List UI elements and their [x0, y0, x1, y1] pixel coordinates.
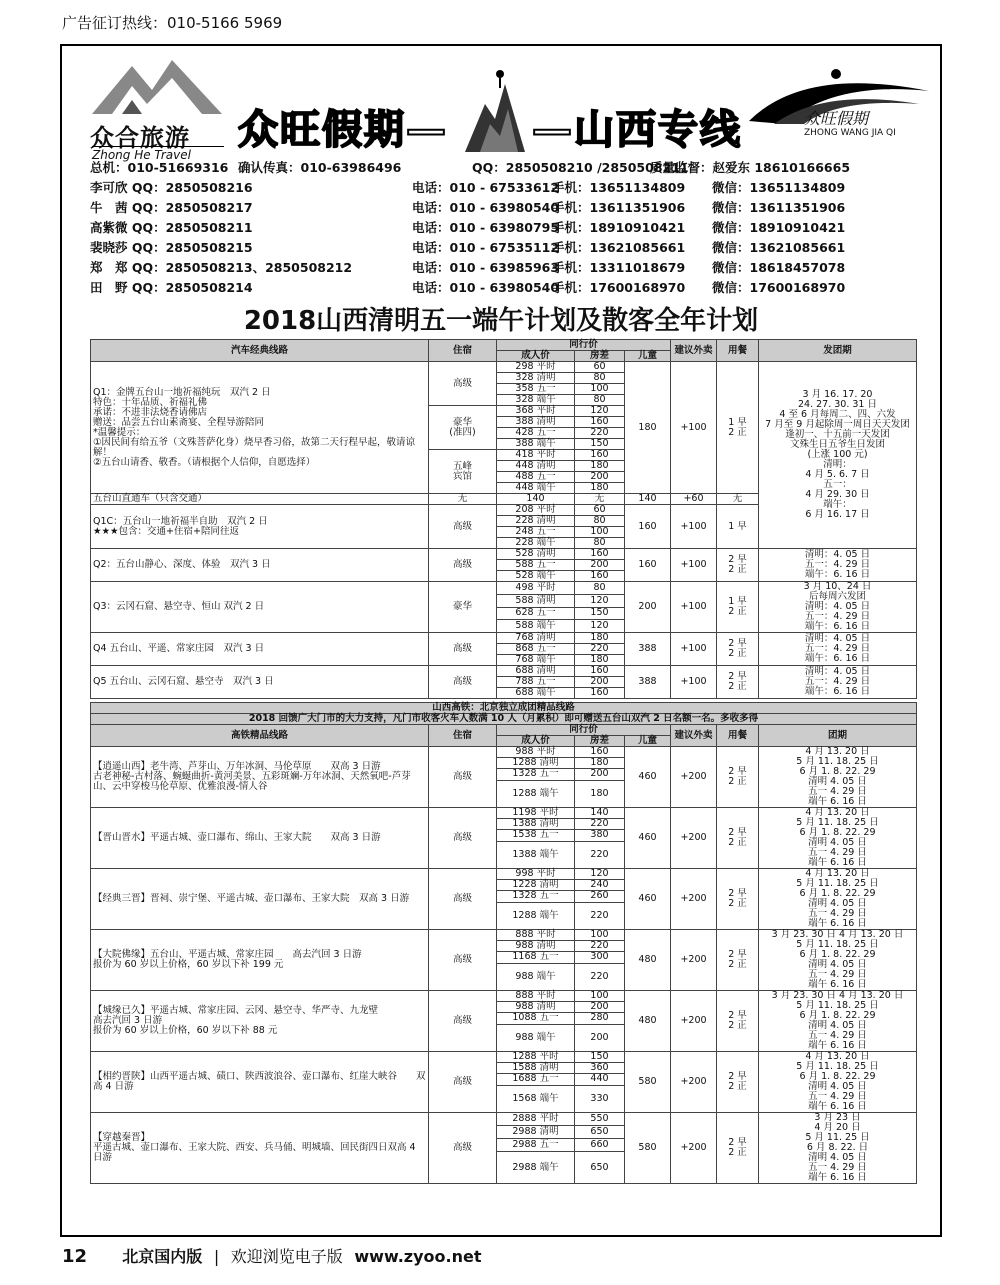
meal-cell: 1 早 2 正 [717, 362, 759, 494]
meal-cell: 2 早 2 正 [717, 991, 759, 1052]
rail-routes-table [90, 702, 917, 1184]
room-diff: 160 [575, 666, 625, 677]
room-diff: 220 [575, 428, 625, 439]
adult-price: 988 平时 [497, 747, 575, 758]
room-diff: 150 [575, 607, 625, 620]
zhongwang-cn: 众旺假期 [804, 109, 869, 128]
contact-row [90, 258, 930, 278]
hotel-cell: 高级 [429, 1052, 497, 1113]
contact-field: 手机：13311018679 [552, 260, 686, 275]
suggest-price: +100 [671, 666, 717, 699]
room-diff: 180 [575, 655, 625, 666]
room-diff: 120 [575, 620, 625, 633]
room-diff: 650 [575, 1152, 625, 1184]
meal-cell: 2 早 2 正 [717, 549, 759, 582]
room-diff: 200 [575, 472, 625, 483]
departure-cell: 3 月 23. 30 日 4 月 13. 20 日 5 月 11. 18. 25 日 6 月 1. 8. 22. 29 清明 4. 05 日 五一 4. 29 日 端午 6. 16 日 [759, 991, 917, 1052]
mountain-peak-icon [460, 64, 530, 154]
child-price: 460 [625, 808, 671, 869]
hotel-cell: 高级 [429, 633, 497, 666]
adult-price: 768 清明 [497, 633, 575, 644]
contact-field: 电话：010 - 67533612 [412, 180, 560, 195]
table-row [91, 633, 917, 644]
adult-price: 1328 五一 [497, 769, 575, 780]
adult-price: 1288 端午 [497, 780, 575, 807]
suggest-price: +100 [671, 362, 717, 494]
room-diff: 380 [575, 830, 625, 841]
adult-price: 328 端午 [497, 395, 575, 406]
adult-price: 1198 平时 [497, 808, 575, 819]
contact-field: 电话：010 - 67535112 [412, 240, 560, 255]
room-diff: 150 [575, 439, 625, 450]
route-cell: Q3：云冈石窟、悬空寺、恒山 双汽 2 日 [91, 582, 429, 633]
hotel-cell: 豪华 [429, 582, 497, 633]
ad-hotline: 广告征订热线：010-5166 5969 [62, 14, 283, 32]
room-diff: 300 [575, 952, 625, 963]
suggest-price: +200 [671, 1113, 717, 1184]
col-group-price: 同行价 [497, 725, 671, 736]
suggest-price: +200 [671, 1052, 717, 1113]
route-cell: 【穿越秦晋】 平遥古城、壶口瀑布、王家大院、西安、兵马俑、明城墙、回民街四日双高 4 日游 [91, 1113, 429, 1184]
table-row [91, 549, 917, 560]
contact-field: 田 野 QQ：2850508214 [90, 280, 253, 295]
meal-cell: 2 早 2 正 [717, 666, 759, 699]
room-diff: 440 [575, 1074, 625, 1085]
footer-url[interactable]: www.zyoo.net [354, 1247, 482, 1266]
adult-price: 528 清明 [497, 549, 575, 560]
header-row [91, 725, 917, 736]
hotel-cell: 高级 [429, 666, 497, 699]
departure-cell: 3 月 10、24 日 后每周六发团 清明：4. 05 日 五一：4. 29 日 端午：6. 16 日 [759, 582, 917, 633]
col-route: 汽车经典线路 [91, 340, 429, 362]
adult-price: 140 [497, 494, 575, 505]
adult-price: 688 清明 [497, 666, 575, 677]
col-meal: 用餐 [717, 725, 759, 747]
adult-price: 988 清明 [497, 941, 575, 952]
room-diff: 180 [575, 758, 625, 769]
route-cell: Q5 五台山、云冈石窟、悬空寺 双汽 3 日 [91, 666, 429, 699]
route-cell: 【大院佛缘】五台山、平遥古城、常家庄园 高去汽回 3 日游 报价为 60 岁以上价格，60 岁以下补 199 元 [91, 930, 429, 991]
contact-field: 微信：13611351906 [712, 200, 846, 215]
col-meal: 用餐 [717, 340, 759, 362]
meal-cell: 无 [717, 494, 759, 505]
adult-price: 2888 平时 [497, 1113, 575, 1126]
route-cell: Q1：金牌五台山一地祈福纯玩 双汽 2 日 特色：十年品质、祈福礼佛 承诺：不进非法烧香请佛店 赠送：品尝五台山素斋宴、全程导游陪同 *温馨提示： ①因民间有给五爷（文殊菩萨化身）烧早香习俗，故第二天行程早起，敬请谅解！ ②五台山请香、敬香。（请根据个人信仰，自愿选择） [91, 362, 429, 494]
contact-field: 电话：010 - 63985963 [412, 260, 560, 275]
adult-price: 448 端午 [497, 483, 575, 494]
departure-cell: 4 月 13. 20 日 5 月 11. 18. 25 日 6 月 1. 8. 22. 29 清明 4. 05 日 五一 4. 29 日 端午 6. 16 日 [759, 747, 917, 808]
meal-cell: 2 早 2 正 [717, 633, 759, 666]
room-diff: 180 [575, 780, 625, 807]
room-diff: 220 [575, 941, 625, 952]
adult-price: 428 五一 [497, 428, 575, 439]
contact-field: 裴晓莎 QQ：2850508215 [90, 240, 253, 255]
col-adult: 成人价 [497, 351, 575, 362]
footer-text: 欢迎浏览电子版 [230, 1247, 343, 1266]
room-diff: 220 [575, 902, 625, 929]
child-price: 480 [625, 991, 671, 1052]
child-price: 388 [625, 666, 671, 699]
zhonghe-logo [84, 56, 224, 162]
adult-price: 448 清明 [497, 461, 575, 472]
adult-price: 248 五一 [497, 527, 575, 538]
adult-price: 1288 清明 [497, 758, 575, 769]
adult-price: 1688 五一 [497, 1074, 575, 1085]
contact-field: 微信：18618457078 [712, 260, 846, 275]
route-cell: 【经典三晋】晋祠、崇宁堡、平遥古城、壶口瀑布、王家大院 双高 3 日游 [91, 869, 429, 930]
room-diff: 200 [575, 677, 625, 688]
room-diff: 650 [575, 1126, 625, 1139]
adult-price: 588 清明 [497, 594, 575, 607]
room-diff: 180 [575, 461, 625, 472]
room-diff: 140 [575, 808, 625, 819]
route-cell: Q4 五台山、平遥、常家庄园 双汽 3 日 [91, 633, 429, 666]
adult-price: 358 五一 [497, 384, 575, 395]
departure-cell: 4 月 13. 20 日 5 月 11. 18. 25 日 6 月 1. 8. 22. 29 清明 4. 05 日 五一 4. 29 日 端午 6. 16 日 [759, 808, 917, 869]
adult-price: 228 端午 [497, 538, 575, 549]
col-suggest: 建议外卖 [671, 340, 717, 362]
zhongwang-en: ZHONG WANG JIA QI [804, 128, 896, 138]
adult-price: 998 平时 [497, 869, 575, 880]
col-suggest: 建议外卖 [671, 725, 717, 747]
adult-price: 208 平时 [497, 505, 575, 516]
room-diff: 360 [575, 1063, 625, 1074]
footer-separator: | [213, 1247, 220, 1266]
meal-cell: 1 早 [717, 505, 759, 549]
child-price: 580 [625, 1113, 671, 1184]
room-diff: 200 [575, 1002, 625, 1013]
table-row [91, 991, 917, 1002]
hotel-cell: 高级 [429, 1113, 497, 1184]
room-diff: 80 [575, 538, 625, 549]
adult-price: 988 清明 [497, 1002, 575, 1013]
hotel-cell: 高级 [429, 869, 497, 930]
room-diff: 80 [575, 395, 625, 406]
table-row [91, 582, 917, 595]
room-diff: 260 [575, 891, 625, 902]
room-diff: 100 [575, 527, 625, 538]
contact-list [90, 158, 930, 298]
room-diff: 660 [575, 1139, 625, 1152]
child-price: 580 [625, 1052, 671, 1113]
child-price: 480 [625, 930, 671, 991]
contact-field: 李可欣 QQ：2850508216 [90, 180, 253, 195]
child-price: 388 [625, 633, 671, 666]
col-child: 儿童 [625, 351, 671, 362]
room-diff: 120 [575, 869, 625, 880]
room-diff: 60 [575, 505, 625, 516]
adult-price: 418 平时 [497, 450, 575, 461]
route-cell: 五台山直通车（只含交通） [91, 494, 429, 505]
hotel-cell: 高级 [429, 808, 497, 869]
meal-cell: 2 早 2 正 [717, 747, 759, 808]
contact-field: 高紫微 QQ：2850508211 [90, 220, 253, 235]
room-diff: 160 [575, 688, 625, 699]
suggest-price: +200 [671, 747, 717, 808]
footer-section: 北京国内版 [122, 1247, 203, 1266]
adult-price: 2988 五一 [497, 1139, 575, 1152]
departure-cell: 清明：4. 05 日 五一：4. 29 日 端午：6. 16 日 [759, 666, 917, 699]
section-note [91, 714, 917, 725]
brand-en: Zhong He Travel [92, 146, 224, 162]
room-diff: 160 [575, 571, 625, 582]
route-cell: 【城缘已久】平遥古城、常家庄园、云冈、悬空寺、华严寺、九龙壁 高去汽回 3 日游 报价为 60 岁以上价格，60 岁以下补 88 元 [91, 991, 429, 1052]
table-row [91, 869, 917, 880]
child-price: 180 [625, 362, 671, 494]
hotel-cell: 高级 [429, 930, 497, 991]
table-row [91, 808, 917, 819]
child-price: 160 [625, 505, 671, 549]
adult-price: 228 清明 [497, 516, 575, 527]
adult-price: 788 五一 [497, 677, 575, 688]
adult-price: 988 端午 [497, 1024, 575, 1051]
room-diff: 240 [575, 880, 625, 891]
departure-cell: 3 月 23. 30 日 4 月 13. 20 日 5 月 11. 18. 25 日 6 月 1. 8. 22. 29 清明 4. 05 日 五一 4. 29 日 端午 6. 16 日 [759, 930, 917, 991]
suggest-price: +100 [671, 633, 717, 666]
title-left: 众旺假期— [238, 106, 448, 153]
room-diff: 550 [575, 1113, 625, 1126]
contact-field: 确认传真：010-63986496 [238, 160, 402, 175]
adult-price: 2988 清明 [497, 1126, 575, 1139]
room-diff: 220 [575, 963, 625, 990]
hotel-cell: 五峰 宾馆 [429, 450, 497, 494]
col-room-diff: 房差 [575, 736, 625, 747]
col-departure: 发团期 [759, 340, 917, 362]
suggest-price: +60 [671, 494, 717, 505]
table-row [91, 666, 917, 677]
contact-field: QQ：2850508210 /2850508211 [472, 160, 689, 175]
room-diff: 80 [575, 373, 625, 384]
child-price: 200 [625, 582, 671, 633]
adult-price: 528 端午 [497, 571, 575, 582]
room-diff: 无 [575, 494, 625, 505]
room-diff: 120 [575, 406, 625, 417]
contact-field: 郑 郑 QQ：2850508213、2850508212 [90, 260, 353, 275]
contact-field: 微信：13651134809 [712, 180, 846, 195]
adult-price: 488 五一 [497, 472, 575, 483]
hotel-cell: 高级 [429, 505, 497, 549]
room-diff: 160 [575, 747, 625, 758]
contact-row [90, 198, 930, 218]
adult-price: 768 端午 [497, 655, 575, 666]
hotel-cell: 高级 [429, 991, 497, 1052]
adult-price: 1088 五一 [497, 1013, 575, 1024]
page-frame [60, 44, 942, 1237]
room-diff: 100 [575, 930, 625, 941]
adult-price: 888 平时 [497, 930, 575, 941]
adult-price: 1538 五一 [497, 830, 575, 841]
col-adult: 成人价 [497, 736, 575, 747]
meal-cell: 2 早 2 正 [717, 930, 759, 991]
hotel-cell: 豪华 (准四) [429, 406, 497, 450]
adult-price: 588 五一 [497, 560, 575, 571]
header [62, 46, 940, 162]
room-diff: 160 [575, 549, 625, 560]
room-diff: 330 [575, 1085, 625, 1112]
contact-row [90, 158, 930, 178]
contact-field: 手机：17600168970 [552, 280, 686, 295]
room-diff: 60 [575, 362, 625, 373]
child-price: 460 [625, 747, 671, 808]
col-child: 儿童 [625, 736, 671, 747]
adult-price: 388 端午 [497, 439, 575, 450]
contact-field: 手机：13621085661 [552, 240, 686, 255]
departure-cell: 4 月 13. 20 日 5 月 11. 18. 25 日 6 月 1. 8. 22. 29 清明 4. 05 日 五一 4. 29 日 端午 6. 16 日 [759, 869, 917, 930]
footer [62, 1244, 481, 1267]
room-diff: 100 [575, 384, 625, 395]
hotel-cell: 高级 [429, 549, 497, 582]
adult-price: 1168 五一 [497, 952, 575, 963]
contact-row [90, 238, 930, 258]
departure-cell: 3 月 23 日 4 月 20 日 5 月 11. 25 日 6 月 8. 22. 日 清明 4. 05 日 五一 4. 29 日 端午 6. 16 日 [759, 1113, 917, 1184]
adult-price: 688 端午 [497, 688, 575, 699]
adult-price: 1388 清明 [497, 819, 575, 830]
contact-field: 手机：13611351906 [552, 200, 686, 215]
room-diff: 180 [575, 483, 625, 494]
room-diff: 150 [575, 1052, 625, 1063]
adult-price: 368 平时 [497, 406, 575, 417]
meal-cell: 1 早 2 正 [717, 582, 759, 633]
table-row [91, 930, 917, 941]
col-room-diff: 房差 [575, 351, 625, 362]
adult-price: 1228 清明 [497, 880, 575, 891]
hotel-cell: 无 [429, 494, 497, 505]
adult-price: 1568 端午 [497, 1085, 575, 1112]
room-diff: 160 [575, 417, 625, 428]
contact-row [90, 218, 930, 238]
contact-row [90, 178, 930, 198]
adult-price: 298 平时 [497, 362, 575, 373]
contact-field: 手机：13651134809 [552, 180, 686, 195]
col-hotel: 住宿 [429, 340, 497, 362]
section-header [91, 703, 917, 714]
zhongwang-logo [744, 66, 934, 156]
child-price: 160 [625, 549, 671, 582]
brand-cn: 众合旅游 [90, 123, 190, 152]
contact-field: 总机：010-51669316 [90, 160, 229, 175]
adult-price: 868 五一 [497, 644, 575, 655]
table-row [91, 362, 917, 373]
col-route: 高铁精品线路 [91, 725, 429, 747]
mountain-logo-icon [92, 56, 222, 116]
adult-price: 588 端午 [497, 620, 575, 633]
hotel-cell: 高级 [429, 362, 497, 406]
room-diff: 220 [575, 644, 625, 655]
col-group-price: 同行价 [497, 340, 671, 351]
table-row [91, 747, 917, 758]
meal-cell: 2 早 2 正 [717, 1052, 759, 1113]
route-cell: Q1C：五台山一地祈福半自助 双汽 2 日 ★★★包含：交通+住宿+陪同往返 [91, 505, 429, 549]
col-departure: 团期 [759, 725, 917, 747]
contact-field: 微信：17600168970 [712, 280, 846, 295]
contact-field: 手机：18910910421 [552, 220, 686, 235]
adult-price: 628 五一 [497, 607, 575, 620]
room-diff: 80 [575, 516, 625, 527]
col-hotel: 住宿 [429, 725, 497, 747]
contact-row [90, 278, 930, 298]
meal-cell: 2 早 2 正 [717, 869, 759, 930]
table-row [91, 1052, 917, 1063]
meal-cell: 2 早 2 正 [717, 808, 759, 869]
adult-price: 1288 平时 [497, 1052, 575, 1063]
departure-cell: 清明：4. 05 日 五一：4. 29 日 端午：6. 16 日 [759, 549, 917, 582]
departure-cell: 3 月 16. 17. 20 24. 27. 30. 31 日 4 至 6 月每周二、四、六发 7 月至 9 月起除周一周日天天发团 逢初一、十五前一天发团 文殊生日五爷生日发团 (上涨 100 元) 清明： 4 月 5. 6. 7 日 五一： 4 月 29. 30 日 端午： 6 月 16. 17 日 [759, 362, 917, 549]
route-cell: 【晋山晋水】平遥古城、壶口瀑布、绵山、王家大院 双高 3 日游 [91, 808, 429, 869]
contact-field: 电话：010 - 63980540 [412, 280, 560, 295]
page-number: 12 [62, 1246, 88, 1267]
room-diff: 80 [575, 582, 625, 595]
title-right: —山西专线 [532, 106, 742, 153]
contact-field: 电话：010 - 63980795 [412, 220, 560, 235]
suggest-price: +200 [671, 808, 717, 869]
adult-price: 1328 五一 [497, 891, 575, 902]
rail-section-title: 山西高铁：北京独立成团精品线路 [91, 703, 917, 714]
adult-price: 1288 端午 [497, 902, 575, 929]
adult-price: 888 平时 [497, 991, 575, 1002]
route-cell: 【相约晋陕】山西平遥古城、碛口、陕西波浪谷、壶口瀑布、红崖大峡谷 双高 4 日游 [91, 1052, 429, 1113]
table-row [91, 1113, 917, 1126]
room-diff: 120 [575, 594, 625, 607]
room-diff: 280 [575, 1013, 625, 1024]
adult-price: 1388 端午 [497, 841, 575, 868]
suggest-price: +200 [671, 869, 717, 930]
suggest-price: +200 [671, 930, 717, 991]
adult-price: 388 清明 [497, 417, 575, 428]
room-diff: 200 [575, 1024, 625, 1051]
contact-field: 质量监督：赵爱东 18610166665 [650, 160, 851, 175]
contact-field: 微信：13621085661 [712, 240, 846, 255]
adult-price: 1588 清明 [497, 1063, 575, 1074]
child-price: 140 [625, 494, 671, 505]
suggest-price: +100 [671, 505, 717, 549]
adult-price: 498 平时 [497, 582, 575, 595]
departure-cell: 清明：4. 05 日 五一：4. 29 日 端午：6. 16 日 [759, 633, 917, 666]
contact-field: 微信：18910910421 [712, 220, 846, 235]
room-diff: 160 [575, 450, 625, 461]
bus-routes-table [90, 339, 917, 699]
adult-price: 328 清明 [497, 373, 575, 384]
route-cell: 【逍遥山西】老牛湾、芦芽山、万年冰洞、马伦草原 双高 3 日游 古老神秘-古村落、蜿蜒曲折-黄河美景、五彩斑斓-万年冰洞、天然氧吧-芦芽山、云中穿梭马伦草原、优雅浪漫-情人谷 [91, 747, 429, 808]
room-diff: 220 [575, 841, 625, 868]
contact-field: 电话：010 - 63980540 [412, 200, 560, 215]
room-diff: 220 [575, 819, 625, 830]
meal-cell: 2 早 2 正 [717, 1113, 759, 1184]
adult-price: 988 端午 [497, 963, 575, 990]
main-title: 2018山西清明五一端午计划及散客全年计划 [243, 306, 759, 336]
adult-price: 2988 端午 [497, 1152, 575, 1184]
departure-cell: 4 月 13. 20 日 5 月 11. 18. 25 日 6 月 1. 8. 22. 29 清明 4. 05 日 五一 4. 29 日 端午 6. 16 日 [759, 1052, 917, 1113]
room-diff: 100 [575, 991, 625, 1002]
contact-field: 牛 茜 QQ：2850508217 [90, 200, 253, 215]
child-price: 460 [625, 869, 671, 930]
suggest-price: +100 [671, 582, 717, 633]
suggest-price: +100 [671, 549, 717, 582]
route-cell: Q2：五台山静心、深度、体验 双汽 3 日 [91, 549, 429, 582]
room-diff: 200 [575, 769, 625, 780]
hotel-cell: 高级 [429, 747, 497, 808]
suggest-price: +200 [671, 991, 717, 1052]
room-diff: 180 [575, 633, 625, 644]
room-diff: 200 [575, 560, 625, 571]
rail-promo-note: 2018 回馈广大门市的大力支持，凡门市收客火车人数满 10 人（月累积）即可赠送五台山双汽 2 日名额一名。多收多得 [91, 714, 917, 725]
